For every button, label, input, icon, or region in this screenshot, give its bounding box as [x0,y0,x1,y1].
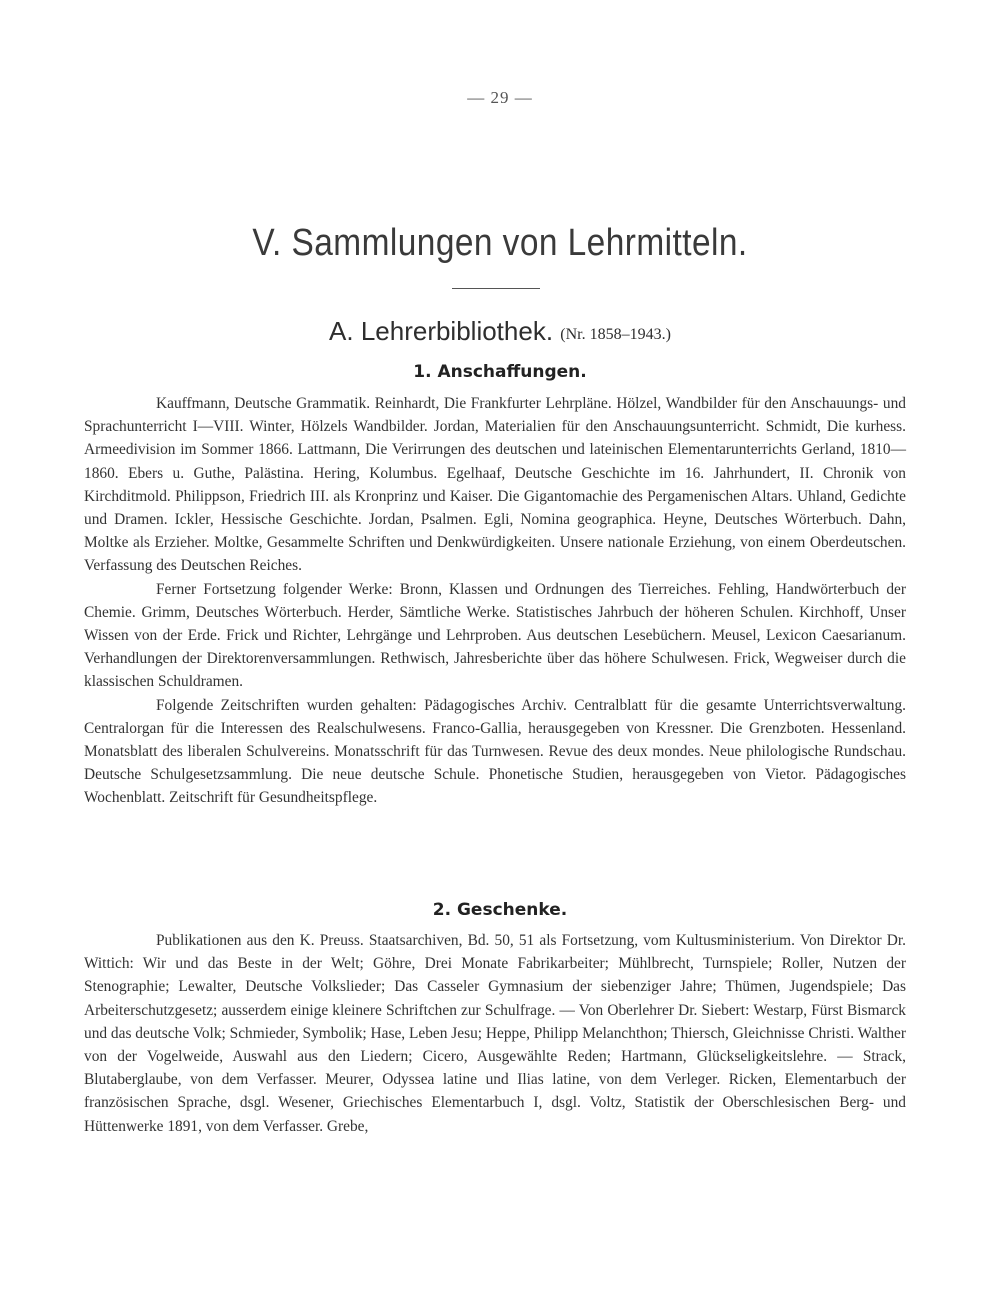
paragraph: Folgende Zeitschriften wurden gehalten: Pädagogisches Archiv. Centralblatt für die gesamte Unterrichtsverwaltung. Centralorgan für die Interessen des Realschulwesens. Franco-Gallia, herausgegeben von Kressner. Die Grenzboten. Hessenland. Monatsblatt des liberalen Schulvereins. Monatsschrift für das Turnwesen. Revue des deux mondes. Neue philologische Rundschau. Deutsche Schulgesetzsammlung. Die neue deutsche Schule. Phonetische Studien, herausgegeben von Vietor. Pädagogisches Wochenblatt. Zeitschrift für Gesundheitspflege. [84,696,906,807]
subsection-range: (Nr. 1858–1943.) [560,326,671,343]
geschenke-heading: 2. Geschenke. [432,900,568,920]
anschaffungen-heading: 1. Anschaffungen. [413,362,587,382]
paragraph: Ferner Fortsetzung folgender Werke: Bronn, Klassen und Ordnungen des Tierreiches. Fehling, Handwörterbuch der Chemie. Grimm, Deutsches Wörterbuch. Herder, Sämtliche Werke. Statistisches Jahrbuch der höheren Schulen. Kirchhoff, Unser Wissen von der Erde. Frick und Richter, Lehrgänge und Lehrproben. Aus deutschen Lesebüchern. Meusel, Lexicon Caesarianum. Verhandlungen der Direktorenversammlungen. Rethwisch, Jahresberichte über das höhere Schulwesen. Frick, Wegweiser durch die klassischen Schuldramen. [84,580,906,691]
paragraph: Publikationen aus den K. Preuss. Staatsarchiven, Bd. 50, 51 als Fortsetzung, vom Kultusministerium. Von Direktor Dr. Wittich: Wir und das Beste in der Welt; Göhre, Drei Monate Fabrikarbeiter; Mühlbrecht, Turnspiele; Roller, Nutzen der Stenographie; Lewalter, Deutsche Volkslieder; Das Casseler Gymnasium der siebenziger Jahre; Thümen, Jugendspiele; Das Arbeiterschutzgesetz; ausserdem einige kleinere Schriftchen zur Schulfrage. — Von Oberlehrer Dr. Siebert: Westarp, Fürst Bismarck und das deutsche Volk; Schmieder, Symbolik; Hase, Leben Jesu; Heppe, Philipp Melanchthon; Thiersch, Gleichnisse Christi. Walther von der Vogelweide, Auswahl aus den Liedern; Cicero, Ausgewählte Reden; Hartmann, Glückseligkeitslehre. — Strack, Blutaberglaube, von dem Verfasser. Meurer, Odyssea latine und Ilias latine, von dem Verleger. Ricken, Elementarbuch der französischen Sprache, dsgl. Wesener, Griechisches Elementarbuch I, dsgl. Voltz, Statistik der Oberschlesischen Berg- und Hüttenwerke 1891, von dem Verfasser. Grebe, [84,932,906,1135]
section-title: V. Sammlungen von Lehrmitteln. [252,222,748,264]
subsection-title: A. Lehrerbibliothek. [329,316,554,346]
anschaffungen-section [84,392,906,810]
geschenke-section [84,929,906,1138]
paragraph: Kauffmann, Deutsche Grammatik. Reinhardt, Die Frankfurter Lehrpläne. Hölzel, Wandbilder für den Anschauungs- und Sprachunterricht I—VIII. Winter, Hölzels Wandbilder. Jordan, Materialien für den Anschauungsunterricht. Schmidt, Die kurhess. Armeedivision im Sommer 1866. Lattmann, Die Verirrungen des deutschen und lateinischen Elementarunterrichts Gerland, 1810—1860. Ebers u. Guthe, Palästina. Hering, Kolumbus. Egelhaaf, Deutsche Geschichte im 16. Jahrhundert, II. Chronik von Kirchditmold. Philippson, Friedrich III. als Kronprinz und Kaiser. Die Gigantomachie des Pergamenischen Altars. Uhland, Gedichte und Dramen. Ickler, Hessische Geschichte. Jordan, Psalmen. Egli, Nomina geographica. Heyne, Deutsches Wörterbuch. Dahn, Moltke als Erzieher. Moltke, Gesammelte Schriften und Denkwürdigkeiten. Unsere nationale Erziehung, von einem Oberdeutschen. Verfassung des Deutschen Reiches. [84,395,906,575]
subsection-heading [0,316,1000,347]
page-number: — 29 — [467,88,533,107]
title-divider [452,288,540,289]
